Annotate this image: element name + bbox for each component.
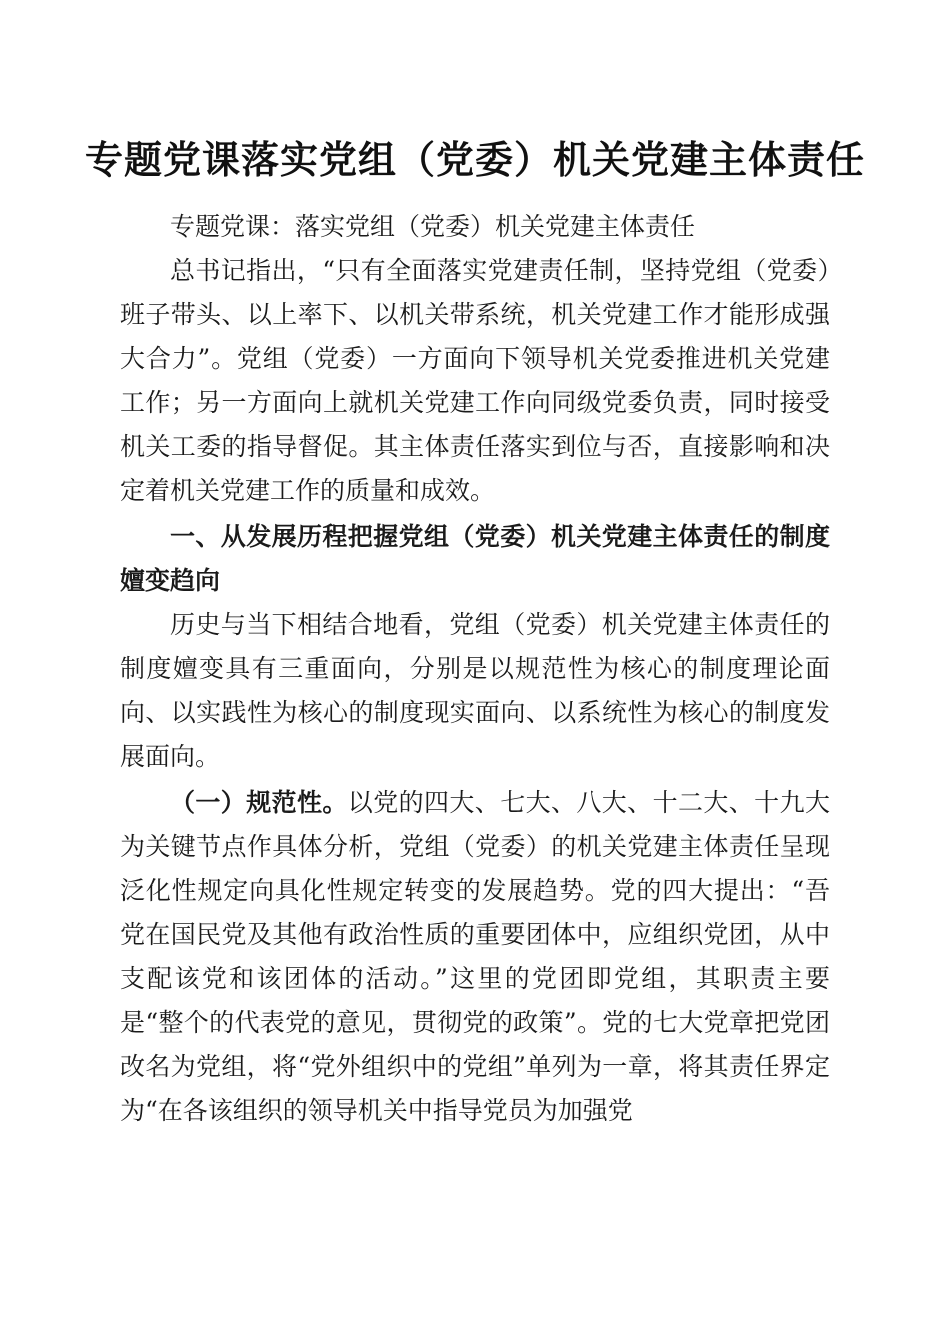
section-paragraph: 历史与当下相结合地看，党组（党委）机关党建主体责任的制度嬗变具有三重面向，分别是以规范性为核心的制度理论面向、以实践性为核心的制度现实面向、以系统性为核心的制度发展面向。 bbox=[120, 610, 830, 771]
subsection-lead: （一）规范性。 bbox=[170, 788, 348, 817]
document-body bbox=[120, 205, 830, 1133]
subsection-paragraph bbox=[120, 781, 830, 1133]
subsection-text: 以党的四大、七大、八大、十二大、十九大为关键节点作具体分析，党组（党委）的机关党建主体责任呈现泛化性规定向具化性规定转变的发展趋势。党的四大提出：“吾党在国民党及其他有政治性质的重要团体中，应组织党团，从中支配该党和该团体的活动。”这里的党团即党组，其职责主要是“整个的代表党的意见，贯彻党的政策”。党的七大党章把党团改名为党组，将“党外组织中的党组”单列为一章，将其责任界定为“在各该组织的领导机关中指导党员为加强党 bbox=[120, 788, 830, 1125]
intro-paragraph: 总书记指出，“只有全面落实党建责任制，坚持党组（党委）班子带头、以上率下、以机关带系统，机关党建工作才能形成强大合力”。党组（党委）一方面向下领导机关党委推进机关党建工作；另一方面向上就机关党建工作向同级党委负责，同时接受机关工委的指导督促。其主体责任落实到位与否，直接影响和决定着机关党建工作的质量和成效。 bbox=[120, 256, 830, 505]
section-heading: 一、从发展历程把握党组（党委）机关党建主体责任的制度嬗变趋向 bbox=[120, 522, 830, 595]
subtitle-paragraph: 专题党课：落实党组（党委）机关党建主体责任 bbox=[170, 212, 696, 241]
document-title: 专题党课落实党组（党委）机关党建主体责任 bbox=[84, 137, 865, 182]
